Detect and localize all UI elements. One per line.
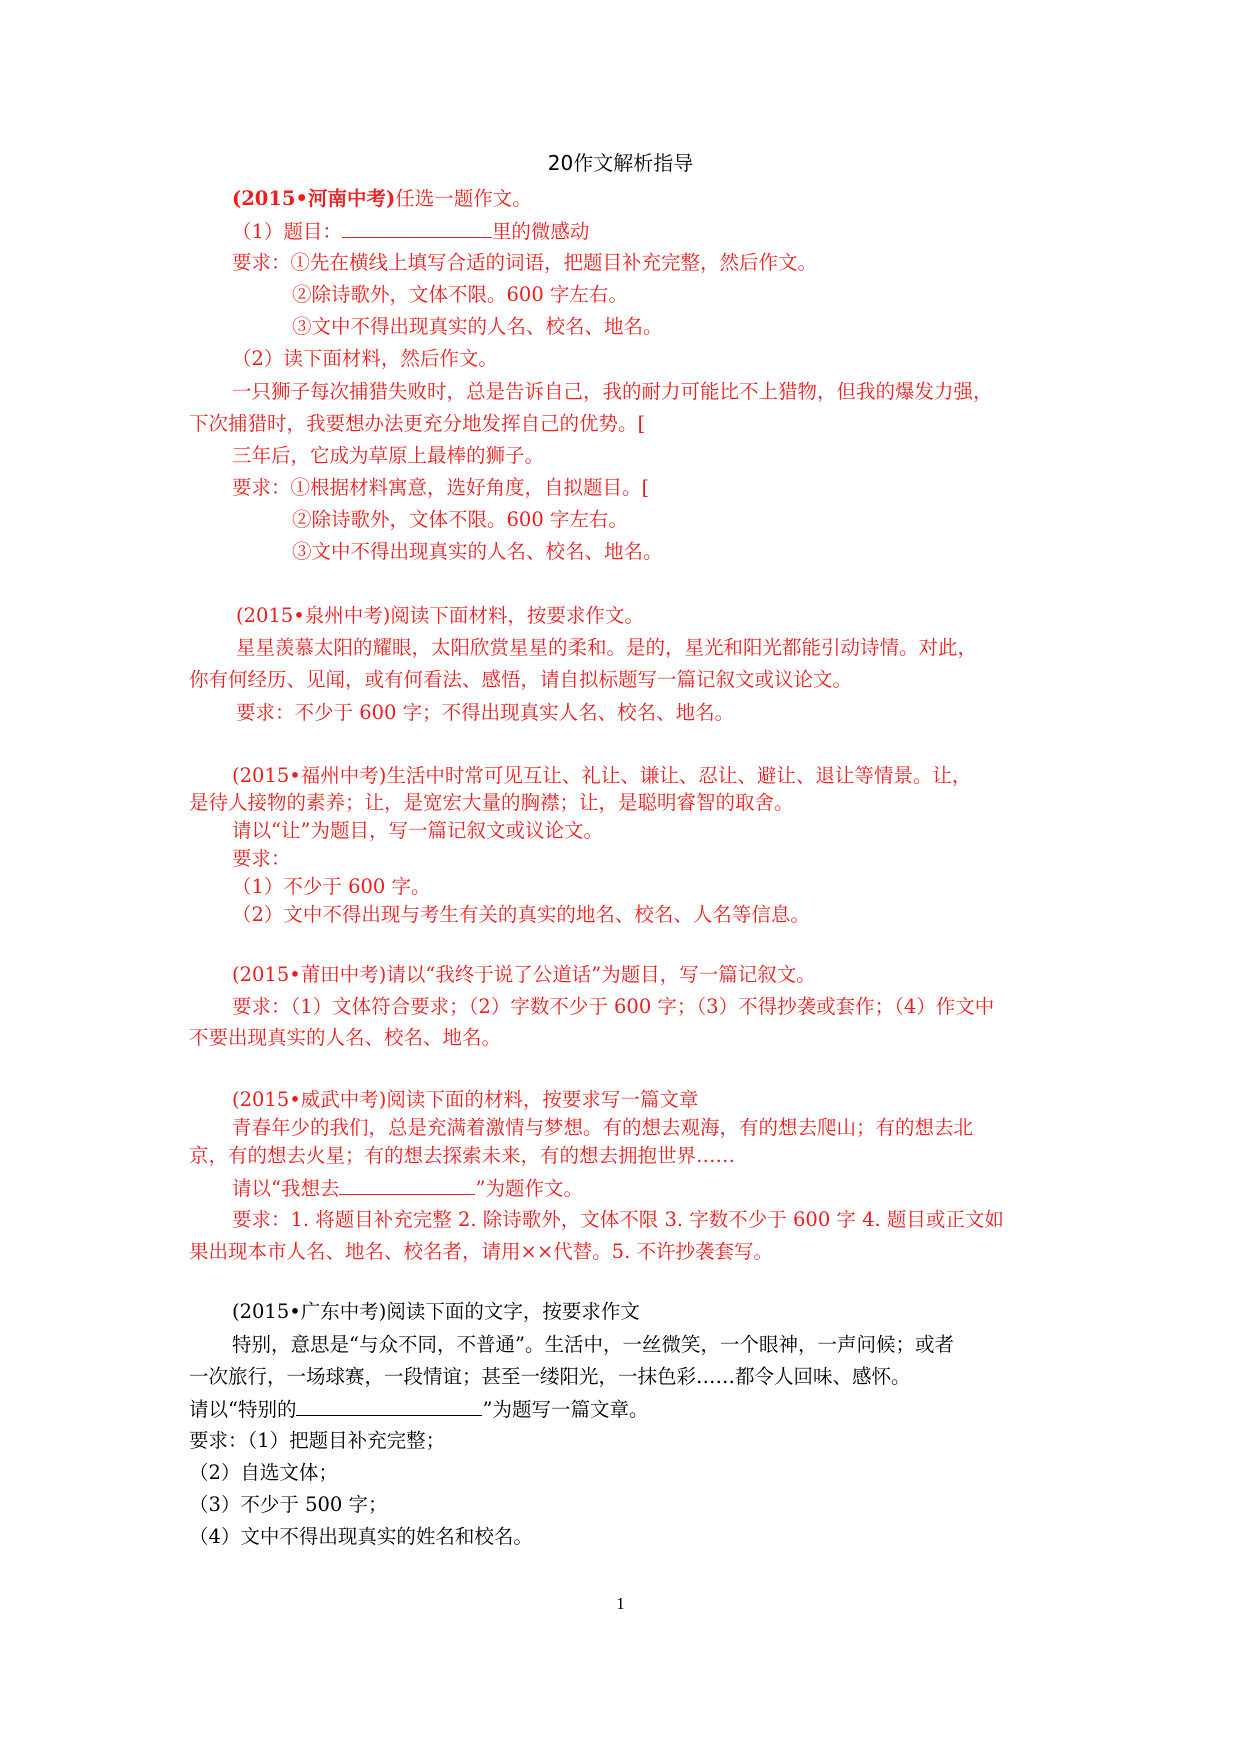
henan-q1-blank	[342, 217, 492, 238]
weiwu-prompt-suffix: ”为题作文。	[475, 1177, 583, 1200]
page-number: 1	[616, 1594, 625, 1613]
henan-req-5: ②除诗歌外，文体不限。600 字左右。	[292, 508, 628, 531]
henan-q2: （2）读下面材料，然后作文。	[232, 347, 498, 370]
putian-line-2: 要求：（1）文体符合要求；（2）字数不少于 600 字；（3）不得抄袭或套作；（4）作文中	[232, 995, 995, 1018]
guangdong-line-6: （2）自选文体；	[189, 1461, 338, 1484]
henan-req-1: 要求：①先在横线上填写合适的词语，把题目补充完整，然后作文。	[232, 251, 818, 274]
henan-material-3: 三年后，它成为草原上最棒的狮子。	[232, 444, 545, 467]
guangdong-heading: (2015•广东中考)阅读下面的文字，按要求作文	[232, 1300, 640, 1323]
document-title: 20作文解析指导	[547, 151, 694, 175]
henan-intro: 任选一题作文。	[395, 187, 532, 210]
fuzhou-line-2: 是待人接物的素养；让，是宽宏大量的胸襟；让，是聪明睿智的取舍。	[189, 791, 794, 814]
weiwu-line-5: 要求：1. 将题目补充完整 2. 除诗歌外，文体不限 3. 字数不少于 600 字 4. 题目或正文如	[232, 1208, 1004, 1231]
guangdong-prompt-prefix: 请以“特别的	[189, 1398, 297, 1421]
quanzhou-line-3: 你有何经历、见闻，或有何看法、感悟，请自拟标题写一篇记叙文或议论文。	[189, 668, 853, 691]
fuzhou-line-6: （2）文中不得出现与考生有关的真实的地名、校名、人名等信息。	[232, 903, 810, 926]
henan-req-3: ③文中不得出现真实的人名、校名、地名。	[292, 315, 663, 338]
putian-heading: (2015•莆田中考)请以“我终于说了公道话”为题目，写一篇记叙文。	[232, 963, 816, 986]
henan-req-6: ③文中不得出现真实的人名、校名、地名。	[292, 540, 663, 563]
weiwu-line-3: 京，有的想去火星；有的想去探索未来，有的想去拥抱世界……	[189, 1144, 736, 1167]
henan-material-1: 一只狮子每次捕猎失败时，总是告诉自己，我的耐力可能比不上猎物，但我的爆发力强，	[232, 380, 993, 403]
henan-q1	[232, 217, 589, 245]
henan-heading	[232, 185, 532, 213]
guangdong-line-7: （3）不少于 500 字；	[189, 1493, 388, 1516]
guangdong-line-4	[189, 1395, 648, 1423]
fuzhou-line-5: （1）不少于 600 字。	[232, 875, 431, 898]
henan-req-2: ②除诗歌外，文体不限。600 字左右。	[292, 283, 628, 306]
guangdong-line-5: 要求：（1）把题目补充完整；	[189, 1429, 446, 1452]
guangdong-prompt-blank	[296, 1395, 482, 1416]
guangdong-line-2: 特别，意思是“与众不同，不普通”。生活中，一丝微笑，一个眼神，一声问候；或者	[232, 1333, 954, 1356]
henan-source: (2015•河南中考)	[232, 187, 396, 210]
putian-line-3: 不要出现真实的人名、校名、地名。	[189, 1026, 502, 1049]
guangdong-line-3: 一次旅行，一场球赛，一段情谊；甚至一缕阳光，一抹色彩……都令人回味、感怀。	[189, 1365, 911, 1388]
henan-req-4: 要求：①根据材料寓意，选好角度，自拟题目。[	[232, 476, 650, 499]
weiwu-prompt-prefix: 请以“我想去	[232, 1177, 340, 1200]
guangdong-line-8: （4）文中不得出现真实的姓名和校名。	[189, 1525, 533, 1548]
weiwu-heading: (2015•威武中考)阅读下面的材料，按要求写一篇文章	[232, 1088, 699, 1111]
weiwu-line-6: 果出现本市人名、地名、校名者，请用××代替。5. 不许抄袭套写。	[189, 1240, 773, 1263]
weiwu-line-2: 青春年少的我们，总是充满着激情与梦想。有的想去观海，有的想去爬山；有的想去北	[232, 1116, 974, 1139]
henan-q1-prefix: （1）题目：	[232, 220, 342, 243]
henan-material-2: 下次捕猎时，我要想办法更充分地发挥自己的优势。[	[189, 412, 646, 435]
quanzhou-heading: (2015•泉州中考)阅读下面材料，按要求作文。	[236, 604, 644, 627]
fuzhou-heading: (2015•福州中考)生活中时常可见互让、礼让、谦让、忍让、避让、退让等情景。让，	[232, 764, 972, 787]
fuzhou-line-3: 请以“让”为题目，写一篇记叙文或议论文。	[232, 819, 603, 842]
guangdong-prompt-suffix: ”为题写一篇文章。	[482, 1398, 649, 1421]
quanzhou-line-2: 星星羡慕太阳的耀眼，太阳欣赏星星的柔和。是的，星光和阳光都能引动诗情。对此，	[236, 636, 978, 659]
henan-q1-suffix: 里的微感动	[491, 220, 590, 243]
fuzhou-line-4: 要求：	[232, 847, 291, 870]
quanzhou-line-4: 要求：不少于 600 字；不得出现真实人名、校名、地名。	[236, 701, 735, 724]
weiwu-line-4	[232, 1174, 583, 1202]
weiwu-prompt-blank	[339, 1174, 475, 1195]
